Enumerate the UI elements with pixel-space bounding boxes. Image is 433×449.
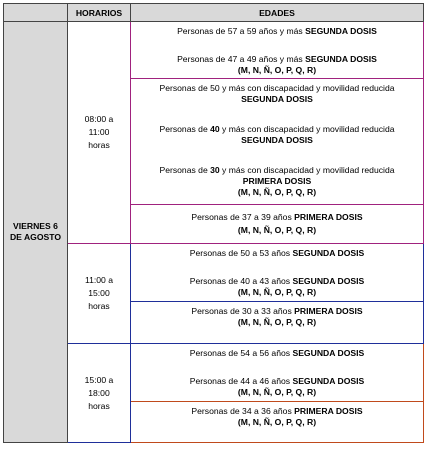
dose-line: PRIMERA DOSIS [242,176,312,186]
header-edades-label: EDADES [259,7,295,18]
dose-line: SEGUNDA DOSIS [241,135,313,145]
day-label: VIERNES 6 DE AGOSTO [9,220,62,242]
age-group-cell [131,22,424,79]
age-group-cell [131,344,424,402]
letters-line: (M, N, Ñ, O, P, Q, R) [237,65,317,75]
time-slot-1 [68,22,131,244]
header-day-cell [3,3,68,22]
time-slot-1-label: 08:00 a 11:00 horas [84,114,114,150]
header-edades [131,3,424,22]
age-group-line: Personas de 50 a 53 años SEGUNDA DOSIS [189,248,365,258]
age-group-line: Personas de 30 a 33 años PRIMERA DOSIS [191,306,363,316]
letters-line: (M, N, Ñ, O, P, Q, R) [237,187,317,197]
age-group-line: Personas de 40 y más con discapacidad y movilidad reducida [159,124,395,134]
age-group-line: Personas de 30 y más con discapacidad y movilidad reducida [159,165,395,175]
age-group-cell [131,402,424,443]
letters-line: (M, N, Ñ, O, P, Q, R) [237,225,317,235]
age-group-line: Personas de 54 a 56 años SEGUNDA DOSIS [189,348,365,358]
time-slot-3-label: 15:00 a 18:00 horas [84,374,114,411]
age-group-line: Personas de 50 y más con discapacidad y movilidad reducida [159,83,395,93]
letters-line: (M, N, Ñ, O, P, Q, R) [237,317,317,327]
age-group-cell [131,302,424,344]
time-slot-3 [68,344,131,443]
age-group-line: Personas de 57 a 59 años y más SEGUNDA DOSIS [177,26,377,36]
age-group-cell [131,244,424,302]
age-group-line: Personas de 37 a 39 años PRIMERA DOSIS [191,212,363,222]
letters-line: (M, N, Ñ, O, P, Q, R) [237,387,317,397]
age-group-cell [131,79,424,205]
letters-line: (M, N, Ñ, O, P, Q, R) [237,417,317,427]
age-group-line: Personas de 44 a 46 años SEGUNDA DOSIS [189,376,365,386]
dose-line: SEGUNDA DOSIS [241,94,313,104]
header-horarios [68,3,131,22]
age-group-line: Personas de 47 a 49 años y más SEGUNDA DOSIS [177,54,377,64]
time-slot-2-label: 11:00 a 15:00 horas [84,275,114,311]
header-horarios-label: HORARIOS [75,7,123,18]
time-slot-2 [68,244,131,344]
age-group-cell [131,205,424,244]
age-group-line: Personas de 34 a 36 años PRIMERA DOSIS [191,406,363,416]
age-group-line: Personas de 40 a 43 años SEGUNDA DOSIS [189,276,365,286]
letters-line: (M, N, Ñ, O, P, Q, R) [237,287,317,297]
day-cell [3,22,68,443]
